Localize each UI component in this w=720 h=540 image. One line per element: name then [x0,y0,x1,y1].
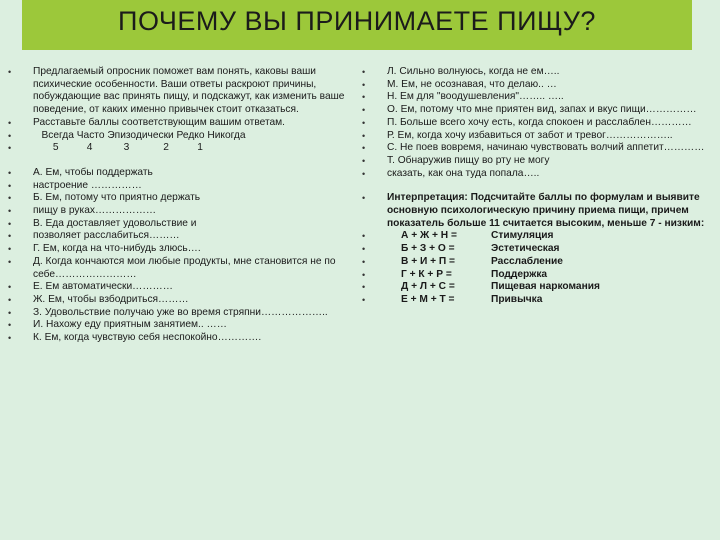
list-item: • Б. Ем, потому что приятно держать [8,192,201,204]
bullet-icon: • [362,92,366,103]
bullet-icon: • [8,294,12,305]
bullet-icon: • [8,231,12,242]
list-item: • А. Ем, чтобы поддержать [8,166,153,178]
bullet-icon: • [8,218,12,229]
bullet-icon: • [8,193,12,204]
bullet-icon: • [362,256,366,267]
list-item: • Всегда Часто Эпизодически Редко Никогда [8,129,246,141]
bullet-icon: • [8,244,12,255]
list-item: • Р. Ем, когда хочу избавиться от забот и тревог……………….. [362,129,673,141]
list-item: • позволяет расслабиться……… [8,230,180,242]
bullet-icon: • [362,105,366,116]
bullet-icon: • [362,168,366,179]
bullet-icon: • [8,67,12,77]
bullet-icon: • [8,130,12,141]
formula: Е + М + Т = [401,293,455,305]
formula-row [362,256,714,269]
bullet-icon: • [362,269,366,280]
bullet-icon: • [362,231,366,242]
formula: В + И + П = [401,255,456,267]
list-item: • О. Ем, потому что мне приятен вид, запах и вкус пищи…………… [362,104,697,116]
formula-row [362,294,714,307]
formula-label: Эстетическая [491,243,560,255]
bullet-icon: • [8,282,12,293]
bullet-icon: • [362,79,366,90]
formula: Б + З + О = [401,243,455,255]
list-item: • З. Удовольствие получаю уже во время стряпни……………….. [8,306,328,318]
right-column [362,66,714,307]
list-item: • Е. Ем автоматически………… [8,281,173,293]
formula-row [362,281,714,294]
bullet-icon: • [362,117,366,128]
list-item: • пищу в руках……………… [8,205,157,217]
list-item: • В. Еда доставляет удовольствие и [8,217,197,229]
bullet-icon: • [362,294,366,305]
bullet-icon: • [8,333,12,344]
formula: Д + Л + С = [401,281,455,293]
list-item: • Л. Сильно волнуюсь, когда не ем….. [362,66,560,77]
bullet-icon: • [362,130,366,141]
formula-row [362,243,714,256]
left-column [8,66,348,345]
bullet-icon: • [8,180,12,191]
interpretation-text: • Интерпретация: Подсчитайте баллы по формулам и выявите основную психологическую причину приема пищи, причем показатель больше 11 считается высоким, меньше 7 - низким: [362,192,705,229]
list-item: • Н. Ем для "воодушевления"…….. ….. [362,91,564,103]
bullet-icon: • [362,193,366,204]
bullet-icon: • [362,155,366,166]
bullet-icon: • [362,282,366,293]
bullet-icon: • [8,143,12,154]
bullet-icon: • [362,244,366,255]
bullet-icon: • [362,67,366,77]
list-item: • И. Нахожу еду приятным занятием.. …… [8,319,227,331]
formula-label: Поддержка [491,268,548,280]
list-item: • Т. Обнаружив пищу во рту не могу [362,154,550,166]
formula-label: Расслабление [491,255,563,267]
bullet-icon: • [8,206,12,217]
list-item: • Предлагаемый опросник поможет вам понять, каковы ваши психические особенности. Ваши ответы раскроют причины, побуждающие вас принять пищу, и подскажут, как изменить ваше поведение, от каких именно привычек стоит отказаться. [8,66,348,116]
bullet-icon: • [8,167,12,178]
formula-label: Пищевая наркомания [491,281,600,293]
list-item: • сказать, как она туда попала….. [362,167,540,179]
bullet-icon: • [362,143,366,154]
slide-title: ПОЧЕМУ ВЫ ПРИНИМАЕТЕ ПИЩУ? [118,6,596,36]
list-item: • К. Ем, когда чувствую себя неспокойно…………. [8,332,262,344]
list-item: • настроение …………… [8,179,142,191]
formula-label: Привычка [491,293,543,305]
bullet-icon: • [8,307,12,318]
formula: Г + К + Р = [401,268,452,280]
list-item: • Г. Ем, когда на что-нибудь злюсь…. [8,243,201,255]
bullet-icon: • [8,256,12,267]
list-item: • С. Не поев вовремя, начинаю чувствовать волчий аппетит………… [362,142,705,154]
list-item: • 5 4 3 2 1 [8,142,203,154]
list-item: • Ж. Ем, чтобы взбодриться……… [8,293,189,305]
list-item: • Д. Когда кончаются мои любые продукты, мне становится не по себе…………………… [8,255,339,280]
list-item: • М. Ем, не осознавая, что делаю.. … [362,78,557,90]
formula-row [362,230,714,243]
bullet-icon: • [8,117,12,128]
formula-label: Стимуляция [491,230,554,242]
formula: А + Ж + Н = [401,230,457,242]
list-item: • Расставьте баллы соответствующим вашим ответам. [8,116,285,128]
bullet-icon: • [8,320,12,331]
list-item: • П. Больше всего хочу есть, когда спокоен и расслаблен………… [362,116,692,128]
formula-row [362,269,714,282]
